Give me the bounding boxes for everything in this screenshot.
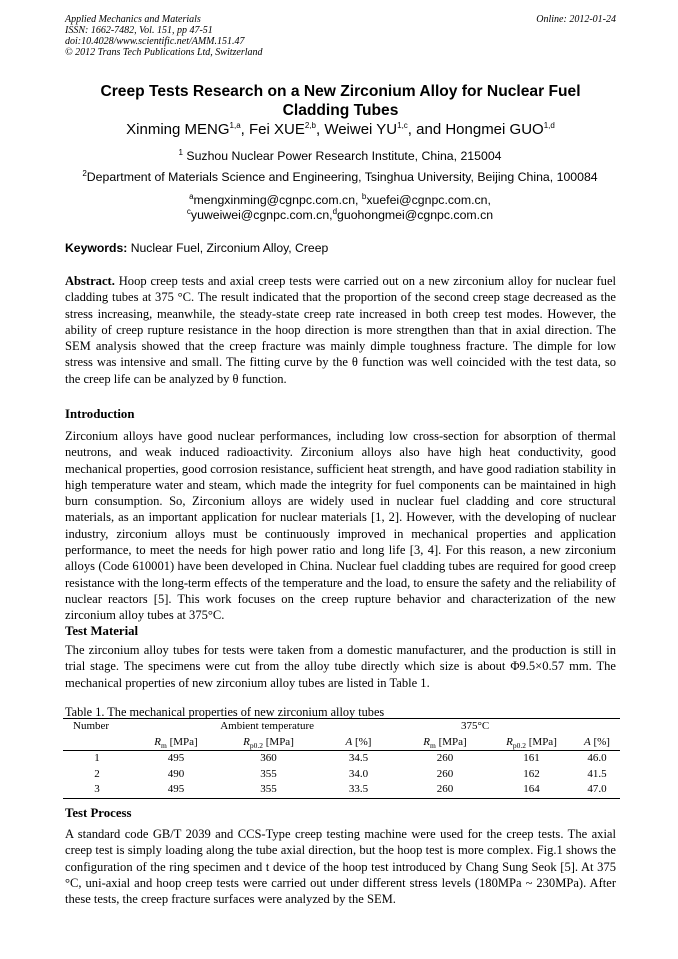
table-cell: 495 <box>167 752 185 764</box>
test-material-text: The zirconium alloy tubes for tests were taken from a domestic manufacturer, and the production is still in trial stage. The specimens were cut from the alloy tube directly which size is about Φ9.5×0.57 mm. The mechanical properties of new zirconium alloy tubes are listed in Table 1. <box>65 643 616 690</box>
table-cell: 1 <box>94 752 100 764</box>
test-process-heading: Test Process <box>65 806 132 820</box>
author-sup: 1,a <box>229 121 241 130</box>
email-line-1 <box>40 193 640 208</box>
affiliation-2 <box>40 170 640 185</box>
table-cell: 164 <box>489 782 574 798</box>
table-caption: Table 1. The mechanical properties of new zirconium alloy tubes <box>65 705 385 719</box>
author-name: Xinming MENG <box>126 121 230 138</box>
online-date: Online: 2012-01-24 <box>536 14 616 25</box>
introduction-text: Zirconium alloys have good nuclear performances, including low cross-section for absorption of thermal neutrons, and weak induced radioactivity. Zirconium alloys also have high heat conductivity, good mechanical properties, good corrosion resistance, sufficient heat strength, and have good radiation stability in high temperature water and steam, which made the integrity for fuel components can be maintained in high burn consumption. So, Zirconium alloys are widely used in nuclear fuel cladding and core structural materials, as an important application for nuclear materials [1, 2]. However, with the developing of nuclear industry, zirconium alloys must be continuously improved in mechanical properties and application performance, to meet the needs for high power ratio and long life [3, 4]. For this reason, a new zirconium alloys (Code 610001) have been developed in China. Nuclear fuel cladding tubes are required for good creep resistance with the long-term effects of the temperature and the load, to ensure the safety and the reliability of nuclear reactors [5]. This work focuses on the creep rupture behavior and characterization of the new zirconium alloy tubes at 375°C. <box>65 429 616 623</box>
email-sup: d <box>332 206 338 216</box>
table-cell: 495 <box>131 782 221 798</box>
author-list <box>65 121 616 139</box>
issn-line: ISSN: 1662-7482, Vol. 151, pp 47-51 <box>65 25 213 36</box>
author-sep: , and <box>407 121 446 138</box>
abstract <box>65 273 616 387</box>
table-group-header-row <box>63 719 620 735</box>
table-cell: 355 <box>260 767 277 780</box>
email-address[interactable]: guohongmei@cgnpc.com.cn <box>337 208 494 222</box>
table-cell: 33.5 <box>316 782 401 798</box>
table-cell: 41.5 <box>587 767 607 780</box>
table-cell: 161 <box>523 752 540 764</box>
author-sep: , <box>315 121 325 138</box>
table-cell: 34.5 <box>348 752 369 764</box>
column-header-a-375: A [%] <box>574 735 620 751</box>
abstract-label: Abstract. <box>65 274 115 288</box>
test-material-heading: Test Material <box>65 624 139 638</box>
author-name: Fei XUE <box>248 121 305 138</box>
email-sup: c <box>186 206 191 216</box>
doi-line: doi:10.4028/www.scientific.net/AMM.151.47 <box>65 36 245 47</box>
table-cell: 2 <box>94 767 100 780</box>
column-header-rm: $R_m$ [MPa] <box>131 735 221 751</box>
email-line-2 <box>40 208 640 223</box>
keywords <box>65 241 328 255</box>
copyright-line: © 2012 Trans Tech Publications Ltd, Switzerland <box>65 47 263 58</box>
paper-title <box>65 82 616 120</box>
introduction-heading: Introduction <box>65 407 135 421</box>
email-sup: b <box>361 191 367 201</box>
group-header-375: 375°C <box>401 719 574 735</box>
table-cell: 490 <box>167 767 185 780</box>
affiliation-sup: 2 <box>82 168 87 178</box>
table-cell: 260 <box>401 782 489 798</box>
table-cell: 47.0 <box>574 782 620 798</box>
table-row <box>63 767 620 783</box>
keywords-label: Keywords: <box>65 241 128 255</box>
column-header-rp: $R_{p0.2}$ [MPa] <box>221 735 316 751</box>
group-header-ambient: Ambient temperature <box>131 719 316 735</box>
mechanical-properties-table <box>63 718 620 799</box>
table-cell: 34.0 <box>348 767 369 780</box>
table-cell: 260 <box>436 752 454 764</box>
test-process-text: A standard code GB/T 2039 and CCS-Type creep testing machine were used for the creep tests. The axial creep test is simply loading along the tube axial direction, but the hoop test is more complex. Fig.1 shows the configuration of the ring specimen and t device of the hoop test introduced by Chang Sung Seok [5]. At 375 °C, uni-axial and hoop creep tests were carried out under different stress levels (180MPa ~ 230MPa). After these tests, the creep fracture surfaces were analyzed by the SEM. <box>65 827 616 907</box>
author-sup: 1,c <box>397 121 408 130</box>
journal-header <box>65 14 616 58</box>
author-sup: 1,d <box>543 121 555 130</box>
column-header-number: Number <box>63 719 131 735</box>
abstract-text: Hoop creep tests and axial creep tests were carried out on a new zirconium alloy for nuclear fuel cladding tubes at 375 °C. The result indicated that the proportion of the second creep stage decreased as the stress increasing, meanwhile, the steady-state creep rate increased in both creep test modes. However, the ability of creep rupture resistance in the hoop direction is more strengthen than that in axial direction. The SEM analysis showed that the creep fracture was mainly dimple toughness fracture. The dimple for low stress was intensive and small. The fitting curve by the θ function was well coincided with the test data, so the creep life can be analyzed by θ function. <box>65 274 616 386</box>
table-cell: 260 <box>436 767 454 780</box>
email-address[interactable]: mengxinming@cgnpc.com.cn, <box>193 193 362 207</box>
table-cell: 360 <box>260 752 277 764</box>
table-cell: 355 <box>221 782 316 798</box>
email-address[interactable]: yuweiwei@cgnpc.com.cn, <box>190 208 333 222</box>
table-cell: 162 <box>523 767 540 780</box>
author-sep: , <box>240 121 249 138</box>
affiliation-sup: 1 <box>178 147 183 157</box>
affiliation-text: Department of Materials Science and Engineering, Tsinghua University, Beijing China, 100084 <box>86 170 598 184</box>
author-name: Weiwei YU <box>324 121 398 138</box>
email-sup: a <box>189 191 194 201</box>
table-column-header-row <box>63 735 620 751</box>
title-line-1: Creep Tests Research on a New Zirconium Alloy for Nuclear Fuel <box>100 83 581 100</box>
table-row <box>63 751 620 767</box>
affiliation-1 <box>40 149 640 164</box>
column-header-rp-375: $R_{p0.2}$ [MPa] <box>489 735 574 751</box>
email-address[interactable]: xuefei@cgnpc.com.cn, <box>366 193 491 207</box>
table-cell: 46.0 <box>587 752 607 764</box>
affiliation-text: Suzhou Nuclear Power Research Institute, China, 215004 <box>186 149 502 163</box>
table-row <box>63 782 620 798</box>
title-line-2: Cladding Tubes <box>282 102 399 119</box>
column-header-a: A [%] <box>316 735 401 751</box>
author-name: Hongmei GUO <box>445 121 544 138</box>
column-header-rm-375: $R_m$ [MPa] <box>401 735 489 751</box>
table-cell: 3 <box>63 782 131 798</box>
keywords-text: Nuclear Fuel, Zirconium Alloy, Creep <box>127 241 329 255</box>
journal-name: Applied Mechanics and Materials <box>65 14 201 25</box>
author-sup: 2,b <box>304 121 316 130</box>
